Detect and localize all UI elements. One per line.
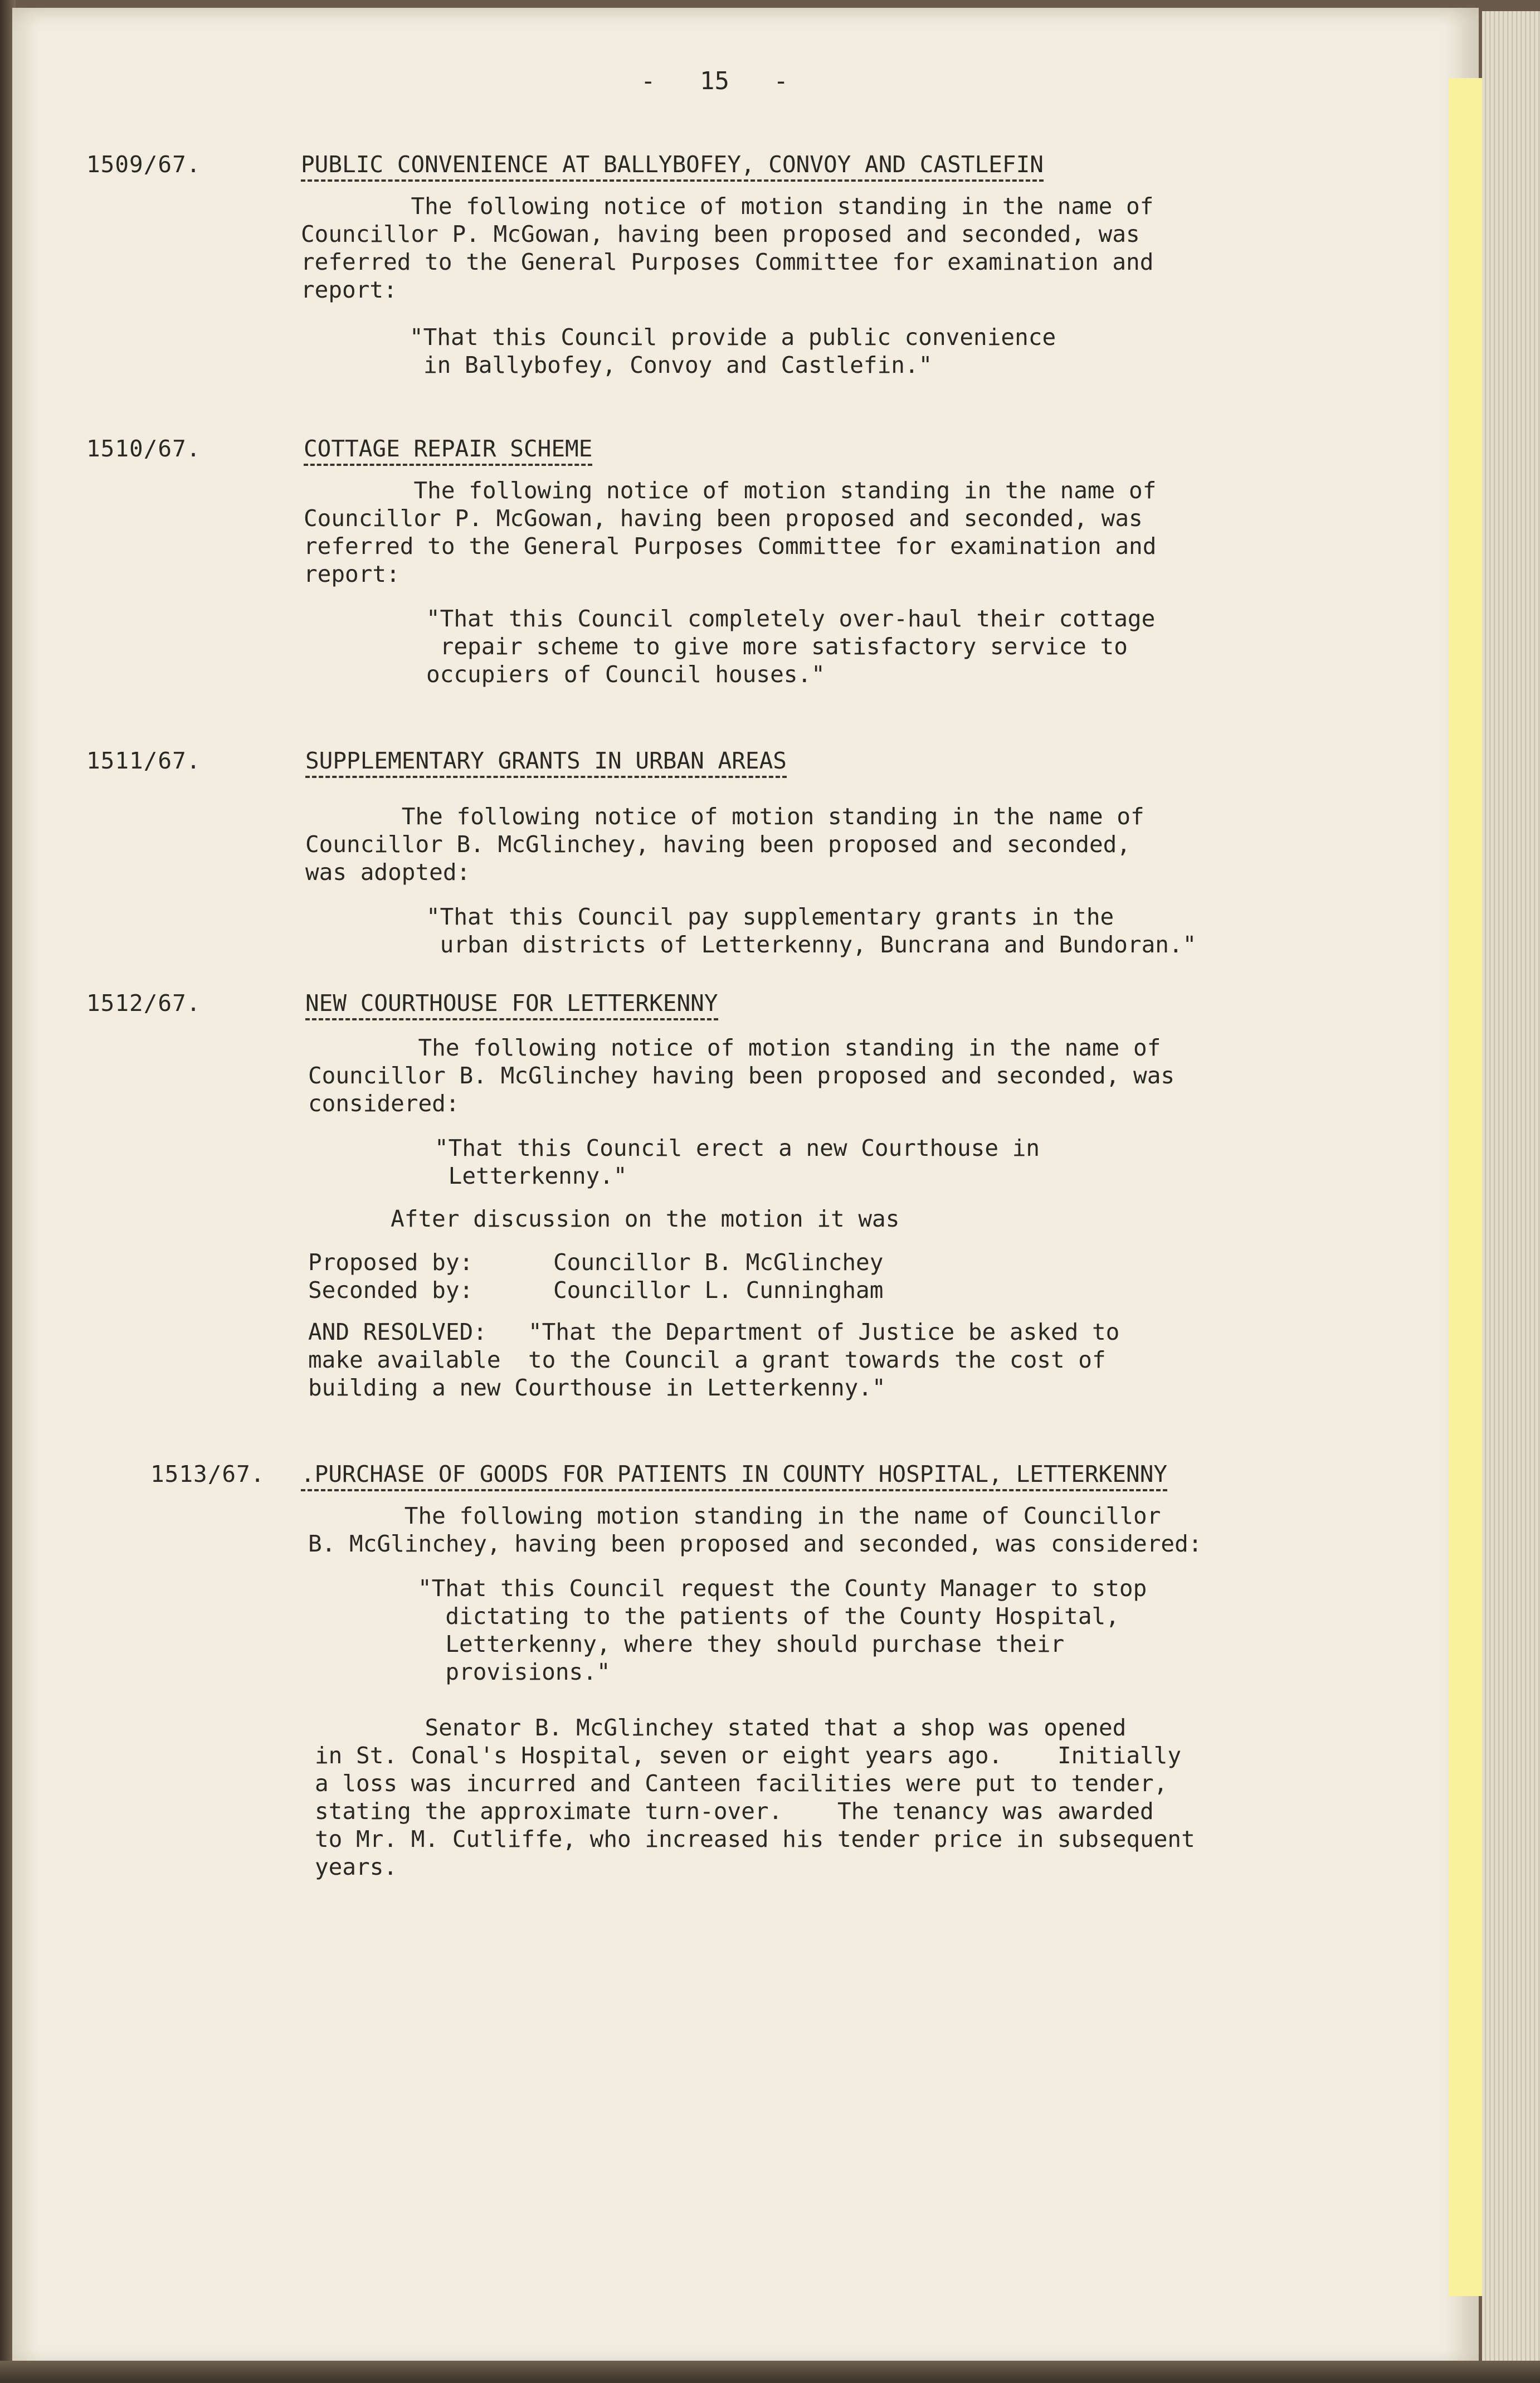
minute-number: 1509/67. (86, 151, 201, 178)
body-line: The following notice of motion standing in the name of (304, 477, 1157, 504)
minute-number: 1510/67. (86, 435, 201, 462)
section-heading: PUBLIC CONVENIENCE AT BALLYBOFEY, CONVOY AND CASTLEFIN (301, 150, 1044, 182)
body-line: to Mr. M. Cutliffe, who increased his tender price in subsequent (315, 1826, 1195, 1852)
page-stack-edges (1482, 11, 1540, 2372)
minute-number: 1513/67. (150, 1461, 265, 1487)
body-line: Councillor P. McGowan, having been proposed and seconded, was (304, 505, 1143, 532)
quote-line: "That this Council erect a new Courthouse in (435, 1135, 1040, 1161)
body-line: The following notice of motion standing in the name of (308, 1034, 1161, 1061)
proposed-label: Proposed by: (308, 1249, 474, 1276)
body-line: B. McGlinchey, having been proposed and seconded, was considered: (308, 1530, 1202, 1557)
book-bottom-edge (0, 2361, 1540, 2383)
body-line: Senator B. McGlinchey stated that a shop was opened (315, 1714, 1127, 1741)
body-line: a loss was incurred and Canteen facilities were put to tender, (315, 1770, 1168, 1797)
proposed-value: Councillor B. McGlinchey (553, 1249, 884, 1276)
body-line: referred to the General Purposes Committee for examination and (304, 533, 1157, 560)
seconded-label: Seconded by: (308, 1277, 474, 1304)
page-number: - 15 - (641, 67, 788, 95)
section-heading: SUPPLEMENTARY GRANTS IN URBAN AREAS (305, 747, 787, 778)
section-heading: COTTAGE REPAIR SCHEME (304, 435, 592, 466)
minute-number: 1511/67. (86, 747, 201, 774)
seconded-value: Councillor L. Cunningham (553, 1277, 884, 1304)
body-line: The following motion standing in the name of Councillor (308, 1502, 1161, 1529)
quote-line: Letterkenny, where they should purchase their (418, 1631, 1065, 1657)
body-line: in St. Conal's Hospital, seven or eight years ago. Initially (315, 1742, 1182, 1769)
body-line: Councillor B. McGlinchey, having been proposed and seconded, (305, 831, 1131, 858)
quote-line: occupiers of Council houses." (426, 661, 825, 688)
quote-line: repair scheme to give more satisfactory service to (426, 633, 1128, 660)
quote-line: "That this Council completely over-haul their cottage (426, 605, 1156, 632)
quote-line: "That this Council provide a public convenience (410, 324, 1056, 351)
resolution-line: AND RESOLVED: "That the Department of Justice be asked to (308, 1319, 1120, 1345)
quote-line: provisions." (418, 1659, 611, 1685)
body-line: report: (301, 276, 397, 303)
quote-line: "That this Council pay supplementary grants in the (426, 903, 1114, 930)
quote-line: dictating to the patients of the County Hospital, (418, 1603, 1119, 1630)
body-line: years. (315, 1854, 398, 1880)
section-heading: NEW COURTHOUSE FOR LETTERKENNY (305, 989, 718, 1020)
resolution-line: make available to the Council a grant towards the cost of (308, 1346, 1106, 1373)
body-line: The following notice of motion standing in the name of (301, 193, 1154, 220)
body-line: considered: (308, 1090, 460, 1117)
body-line: After discussion on the motion it was (308, 1205, 900, 1232)
quote-line: Letterkenny." (435, 1163, 627, 1189)
body-line: was adopted: (305, 859, 471, 886)
body-line: The following notice of motion standing in the name of (305, 803, 1144, 830)
quote-line: "That this Council request the County Manager to stop (418, 1575, 1147, 1602)
minute-number: 1512/67. (86, 990, 201, 1017)
body-line: referred to the General Purposes Committee for examination and (301, 249, 1154, 275)
resolution-line: building a new Courthouse in Letterkenny." (308, 1374, 886, 1401)
quote-line: urban districts of Letterkenny, Buncrana and Bundoran." (426, 931, 1197, 958)
body-line: Councillor B. McGlinchey having been proposed and seconded, was (308, 1062, 1175, 1089)
body-line: Councillor P. McGowan, having been proposed and seconded, was (301, 221, 1140, 247)
body-line: stating the approximate turn-over. The tenancy was awarded (315, 1798, 1154, 1825)
body-line: report: (304, 561, 400, 587)
section-heading: .PURCHASE OF GOODS FOR PATIENTS IN COUNTY HOSPITAL, LETTERKENNY (301, 1460, 1167, 1491)
quote-line: in Ballybofey, Convoy and Castlefin." (423, 352, 933, 378)
